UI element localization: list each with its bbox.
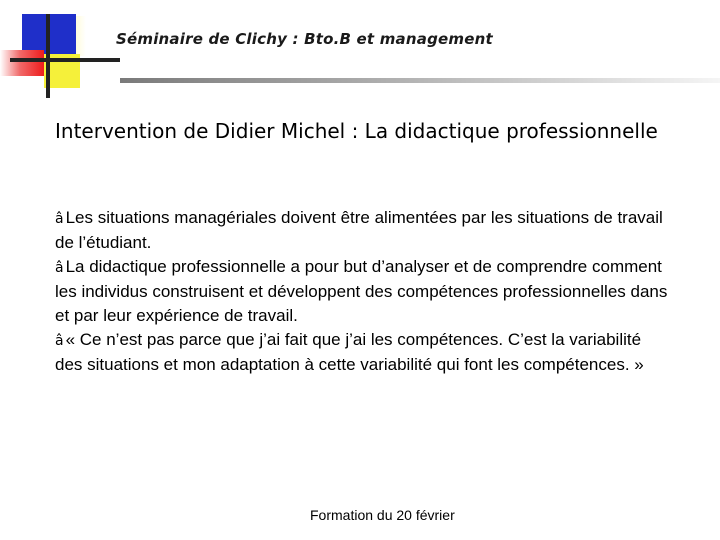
bullet-text: Les situations managériales doivent être alimentées par les situations de travail de l’étudiant. (55, 208, 663, 252)
decor-vertical-line (46, 14, 50, 98)
slide-title: Intervention de Didier Michel : La didactique professionnelle (55, 119, 658, 143)
bullet-item (55, 255, 670, 328)
bullet-list (55, 206, 670, 377)
bullet-arrow-icon: â (55, 211, 64, 227)
header-rule (120, 78, 720, 83)
bullet-item (55, 206, 670, 255)
bullet-arrow-icon: â (55, 260, 64, 276)
header-title: Séminaire de Clichy : Bto.B et management (116, 30, 493, 48)
decor-red-bar (0, 50, 44, 76)
bullet-arrow-icon: â (55, 333, 64, 349)
bullet-text: La didactique professionnelle a pour but d’analyser et de comprendre comment les individus construisent et développent des compétences professionnelles dans et par leur expérience de travail. (55, 257, 668, 325)
footer-text: Formation du 20 février (310, 507, 455, 523)
bullet-item (55, 328, 670, 377)
decor-horizontal-line (10, 58, 120, 62)
bullet-text: « Ce n’est pas parce que j’ai fait que j’ai les compétences. C’est la variabilité des situations et mon adaptation à cette variabilité qui font les compétences. » (55, 330, 644, 374)
